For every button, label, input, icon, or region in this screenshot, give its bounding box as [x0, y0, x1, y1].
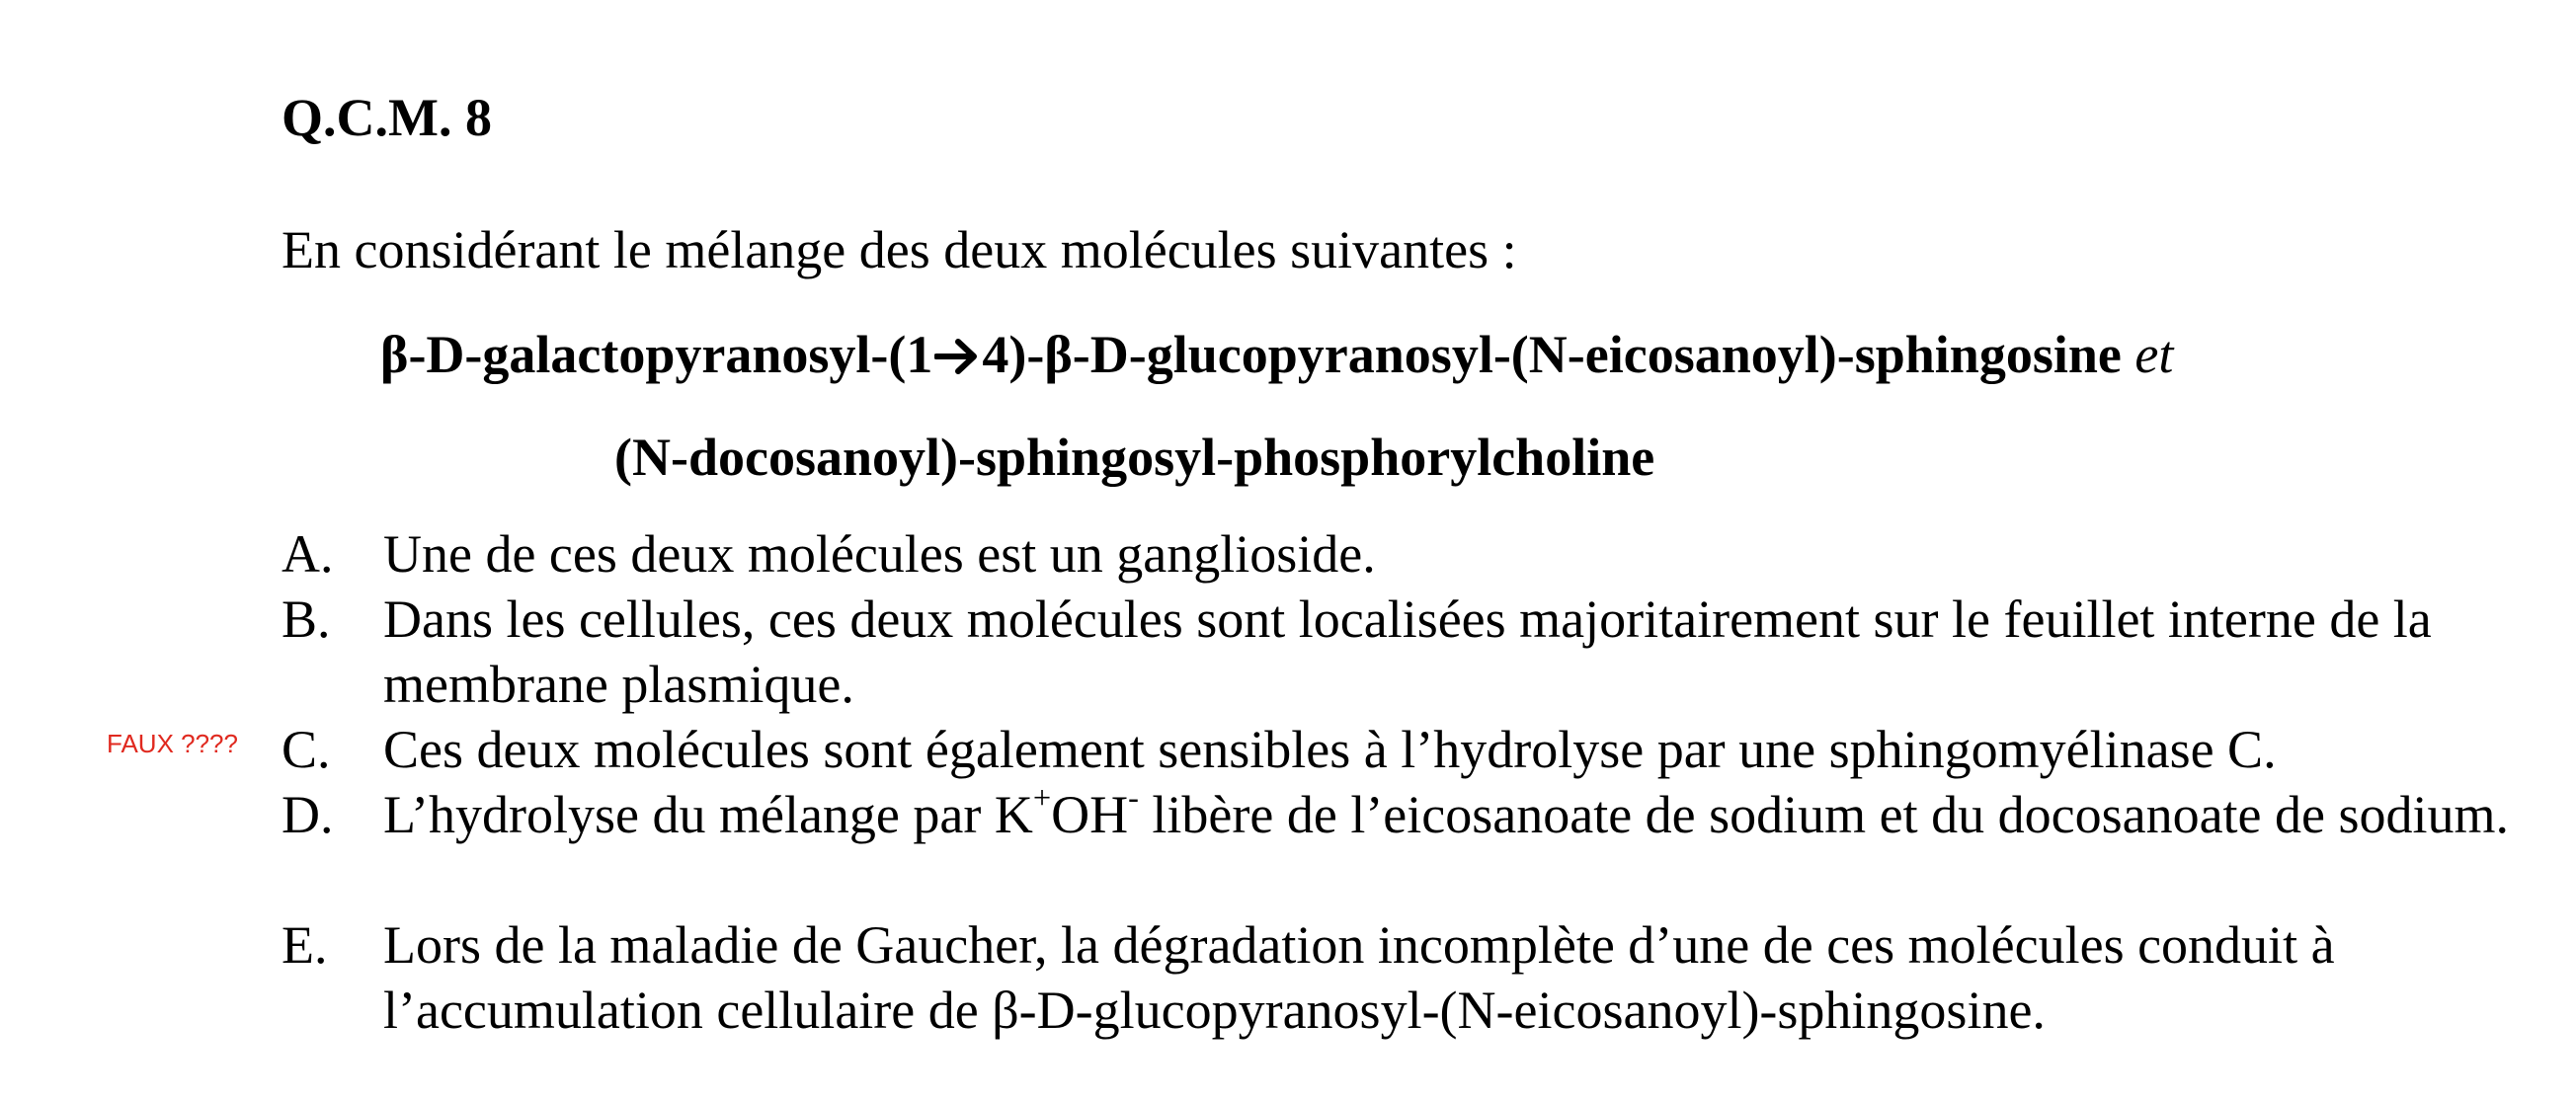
superscript-plus: + [1032, 780, 1052, 817]
option-b-letter: B. [282, 589, 331, 649]
option-d-letter: D. [282, 785, 334, 844]
molecule-2-name: (N-docosanoyl)-sphingosyl-phosphorylcholine [614, 428, 1655, 487]
molecule-1-line [380, 325, 2174, 384]
molecule-1-name-end: 4)-β-D-glucopyranosyl-(N-eicosanoyl)-sphingosine [982, 325, 2122, 384]
option-d-text-end: libère de l’eicosanoate de sodium et du docosanoate de sodium. [1138, 785, 2509, 844]
question-intro: En considérant le mélange des deux molécules suivantes : [282, 220, 1517, 279]
option-c-letter: C. [282, 720, 331, 779]
handwritten-note: FAUX ???? [107, 729, 238, 758]
option-b-text: Dans les cellules, ces deux molécules sont localisées majoritairement sur le feuillet interne de la membrane plasmique. [383, 589, 2432, 714]
option-e-letter: E. [282, 915, 328, 975]
arrow-right-icon [934, 337, 980, 376]
option-e-text: Lors de la maladie de Gaucher, la dégradation incomplète d’une de ces molécules conduit à l’accumulation cellulaire de β-D-glucopyranosyl-(N-eicosanoyl)-sphingosine. [383, 915, 2335, 1040]
superscript-minus: - [1128, 780, 1139, 817]
molecule-1-name-start: β-D-galactopyranosyl-(1 [380, 325, 933, 384]
option-d-text-start: L’hydrolyse du mélange par K [383, 785, 1033, 844]
option-d-text [383, 782, 2576, 847]
conjunction-et: et [2134, 325, 2174, 384]
option-d-text-mid: OH [1051, 785, 1129, 844]
option-a-text: Une de ces deux molécules est un ganglioside. [383, 524, 1376, 584]
option-a-letter: A. [282, 524, 334, 584]
question-title: Q.C.M. 8 [282, 88, 492, 147]
option-c-text: Ces deux molécules sont également sensibles à l’hydrolyse par une sphingomyélinase C. [383, 720, 2277, 779]
